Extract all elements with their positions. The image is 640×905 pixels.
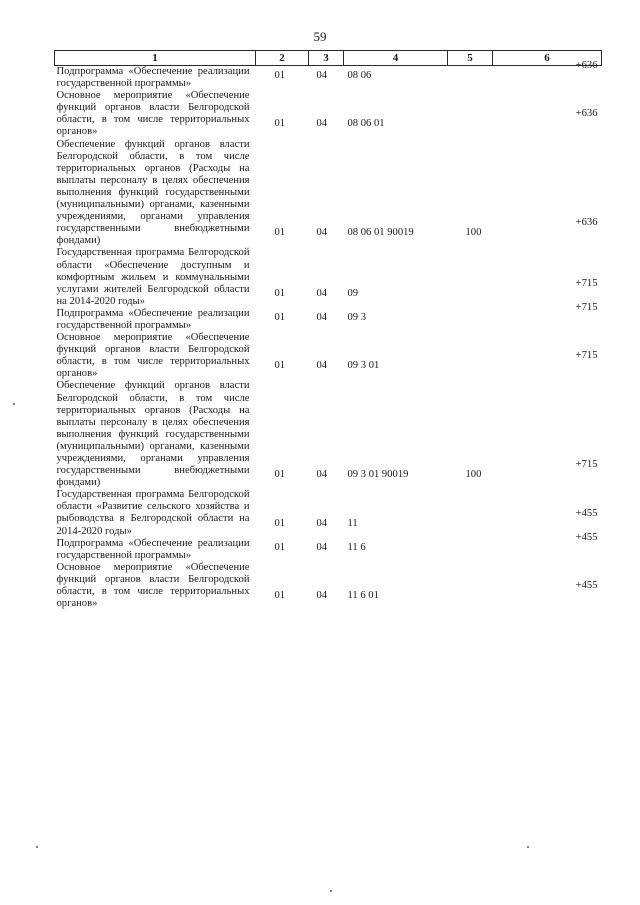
- cell-expense-type: [448, 84, 493, 132]
- cell-amount: +715: [575, 350, 598, 362]
- cell-name: Подпрограмма «Обеспечение реализации государственной программы»: [56, 307, 250, 331]
- cell-subsection: 04: [316, 541, 328, 553]
- cell-expense-type: [448, 532, 493, 556]
- scan-speck: [527, 846, 529, 848]
- cell-amount: +715: [575, 459, 598, 471]
- cell-target-article: 09 3 01 90019: [347, 469, 409, 481]
- cell-subsection: 04: [316, 469, 328, 481]
- cell-name: Государственная программа Белгородской области «Развитие сельского хозяйства и рыбоводства в Белгородской области на 2014-2020 годы»: [56, 489, 250, 537]
- cell-target-article: 11: [347, 517, 358, 529]
- scan-speck: [36, 846, 38, 848]
- header-col-1: 1: [55, 51, 256, 66]
- scan-speck: [13, 403, 15, 405]
- cell-target-article: 11 6: [347, 541, 366, 553]
- cell-amount: +715: [575, 277, 598, 289]
- cell-target-article: 09: [347, 287, 359, 299]
- cell-expense-type: [448, 326, 493, 374]
- cell-section: 01: [274, 287, 286, 299]
- cell-amount: +455: [575, 580, 598, 592]
- cell-subsection: 04: [316, 590, 328, 602]
- cell-section: 01: [274, 311, 286, 323]
- cell-expense-type: 100: [465, 469, 482, 481]
- cell-section: 01: [274, 118, 286, 130]
- cell-section: 01: [274, 590, 286, 602]
- cell-target-article: 09 3 01: [347, 360, 380, 372]
- scan-speck: [330, 890, 332, 892]
- cell-target-article: 11 6 01: [347, 590, 379, 602]
- cell-amount: +636: [575, 60, 598, 72]
- cell-name: Подпрограмма «Обеспечение реализации государственной программы»: [56, 537, 250, 561]
- table-body: [55, 60, 602, 611]
- cell-section: 01: [274, 517, 286, 529]
- cell-expense-type: [448, 241, 493, 301]
- cell-amount: +636: [575, 217, 598, 229]
- cell-amount: +455: [575, 507, 598, 519]
- cell-section: 01: [274, 541, 286, 553]
- cell-target-article: 08 06 01: [347, 118, 385, 130]
- cell-name: Подпрограмма «Обеспечение реализации государственной программы»: [56, 66, 250, 90]
- cell-section: 01: [274, 360, 286, 372]
- cell-name: Обеспечение функций органов власти Белгородской области, в том числе территориальных органов (Расходы на выплаты персоналу в целях обеспечения выполнения функций государственными (муниципальными) органами, казенными учреждениями, органами управления государственными внебюджетными фондами): [56, 138, 250, 247]
- page-number: 59: [313, 29, 327, 44]
- header-col-4: 4: [344, 51, 448, 66]
- table-row: [55, 562, 602, 610]
- cell-amount: +636: [575, 108, 598, 120]
- cell-expense-type: [448, 556, 493, 604]
- header-col-3: 3: [309, 51, 344, 66]
- cell-subsection: 04: [316, 360, 328, 372]
- cell-expense-type: 100: [465, 227, 482, 239]
- cell-name: Обеспечение функций органов власти Белгородской области, в том числе территориальных органов (Расходы на выплаты персоналу в целях обеспечения выполнения функций государственными (муниципальными) органами, казенными учреждениями, органами управления государственными внебюджетными фондами): [56, 380, 250, 489]
- cell-subsection: 04: [316, 227, 328, 239]
- cell-section: 01: [274, 469, 286, 481]
- cell-name: Основное мероприятие «Обеспечение функций органов власти Белгородской области, в том числе территориальных органов»: [56, 561, 250, 610]
- cell-section: 01: [274, 227, 286, 239]
- cell-target-article: 09 3: [347, 311, 367, 323]
- cell-expense-type: [448, 483, 493, 531]
- cell-target-article: 08 06 01 90019: [347, 227, 414, 239]
- header-col-5: 5: [448, 51, 493, 66]
- header-col-6: 6: [493, 51, 602, 66]
- header-col-2: 2: [256, 51, 309, 66]
- cell-subsection: 04: [316, 517, 328, 529]
- cell-section: 01: [274, 70, 286, 82]
- cell-amount: +455: [575, 531, 598, 543]
- cell-expense-type: [448, 302, 493, 326]
- cell-subsection: 04: [316, 70, 328, 82]
- budget-table: [54, 50, 602, 610]
- cell-amount: +715: [575, 301, 598, 313]
- cell-expense-type: [448, 60, 493, 85]
- cell-subsection: 04: [316, 118, 328, 130]
- cell-name: Основное мероприятие «Обеспечение функций органов власти Белгородской области, в том числе территориальных органов»: [56, 332, 250, 380]
- cell-name: Государственная программа Белгородской области «Обеспечение доступным и комфортным жильем и коммунальными услугами жителей Белгородской области на 2014-2020 годы»: [56, 247, 250, 307]
- cell-subsection: 04: [316, 287, 328, 299]
- cell-target-article: 08 06: [347, 70, 372, 82]
- cell-subsection: 04: [316, 311, 328, 323]
- cell-name: Основное мероприятие «Обеспечение функций органов власти Белгородской области, в том числе территориальных органов»: [56, 90, 250, 138]
